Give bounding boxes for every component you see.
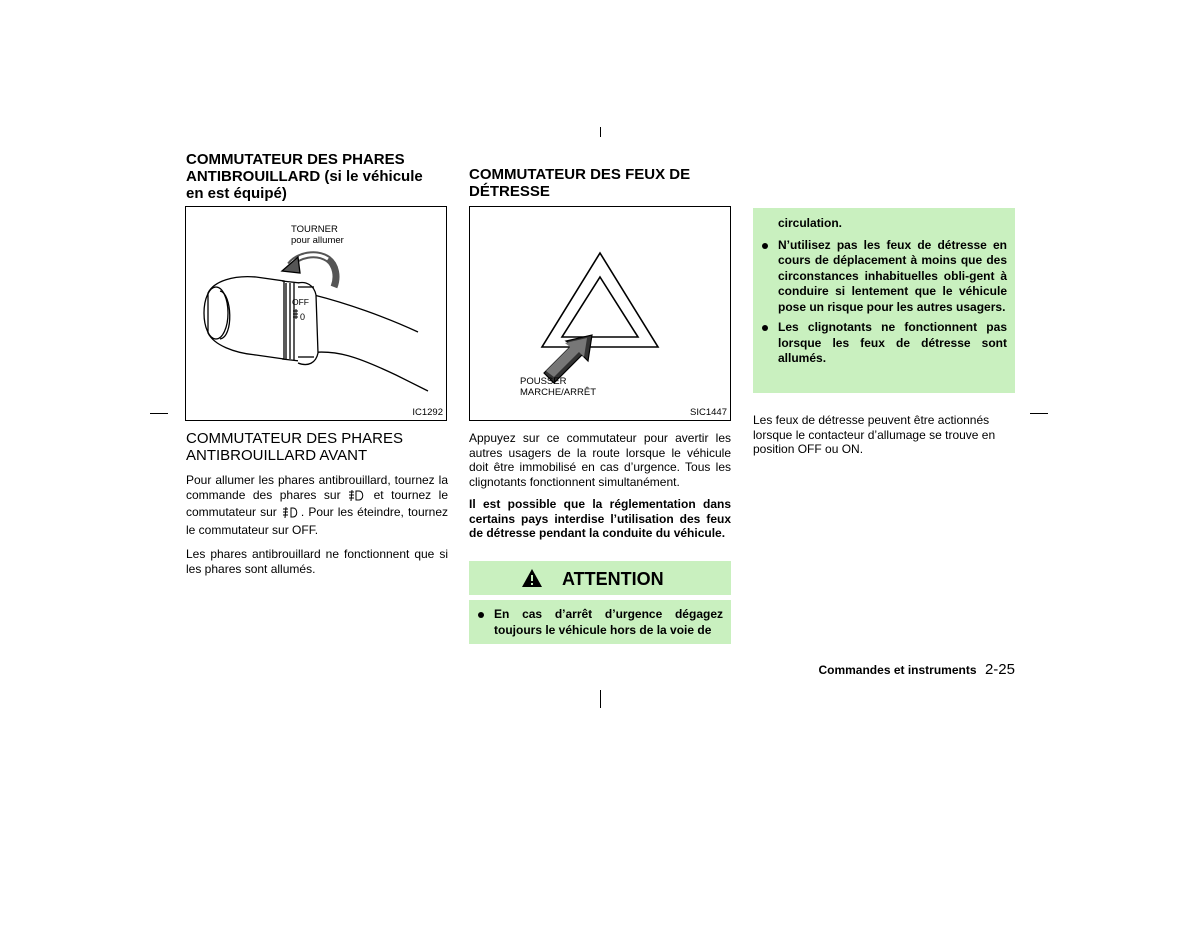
page-footer [760,661,1015,679]
figure-label: POUSSER MARCHE/ARRÊT [520,376,597,398]
heading-line: ANTIBROUILLARD [186,168,321,185]
attention-list [756,238,1007,367]
fog-switch-figure [185,206,447,421]
list-item: Les clignotants ne fonctionnent pas lorsque les feux de détresse sont allumés. [756,320,1007,367]
heading-line: DÉTRESSE [469,183,550,200]
paragraph: Appuyez sur ce commutateur pour avertir les autres usagers de la route lorsque le véhicule doit être immobilisé en cas d’urgence. Tous les clignotants fonctionnent simultanément. [469,431,731,489]
figure-label: TOURNER pour allumer [291,224,344,246]
heading-suffix: (si le véhicule [320,168,423,185]
attention-header [469,561,731,595]
fog-light-icon [281,506,301,523]
attention-continued [753,208,1015,393]
crop-mark-left [150,413,168,414]
warning-icon [521,568,543,593]
attention-title: ATTENTION [562,569,664,589]
heading-line: COMMUTATEUR DES FEUX DE [469,166,691,183]
fog-switch-illustration [186,237,446,417]
front-fog-subheading [186,430,451,464]
heading-line: COMMUTATEUR DES PHARES [186,151,405,168]
paragraph: Pour allumer les phares antibrouillard, tournez la commande des phares sur et tournez le commutateur sur . Pour les éteindre, tournez le commutateur sur OFF. [186,473,449,537]
attention-list [472,607,723,638]
hazard-switch-figure [469,206,731,421]
hazard-switch-heading [469,166,734,200]
paragraph: Les phares antibrouillard ne fonctionnent que si les phares sont allumés. [186,547,448,576]
continued-text: circulation. [778,216,843,230]
hazard-ignition-note [753,413,1015,457]
figure-code: SIC1447 [690,407,727,418]
attention-body [469,600,731,644]
paragraph: Les feux de détresse peuvent être actionnés lorsque le contacteur d’allumage se trouve en position OFF ou ON. [753,413,996,456]
svg-text:0: 0 [300,312,306,322]
fog-switch-heading [186,151,451,202]
heading-line: en est équipé) [186,185,287,202]
page-number: 2-25 [984,661,1015,678]
headlight-fog-icon [348,489,366,506]
list-item: En cas d’arrêt d’urgence dégagez toujours le véhicule hors de la voie de [472,607,723,638]
crop-mark-top [600,127,601,137]
crop-mark-bottom [600,690,601,708]
subheading-line: COMMUTATEUR DES PHARES [186,430,403,447]
list-item: N’utilisez pas les feux de détresse en cours de déplacement à moins que des circonstances inhabituelles obli-gent à conduire si lentement que le véhicule pose un risque pour les autres usagers. [756,238,1007,316]
regulation-note: Il est possible que la réglementation dans certains pays interdise l’utilisation des feux de détresse pendant la conduite du véhicule. [469,497,731,540]
crop-mark-right [1030,413,1048,414]
fog-instructions [186,473,448,576]
subheading-line: ANTIBROUILLARD AVANT [186,447,368,464]
figure-code: IC1292 [412,407,443,418]
hazard-triangle-illustration [470,237,730,407]
dial-off-label: OFF [292,297,309,307]
hazard-description [469,431,731,541]
footer-section: Commandes et instruments [818,663,977,677]
